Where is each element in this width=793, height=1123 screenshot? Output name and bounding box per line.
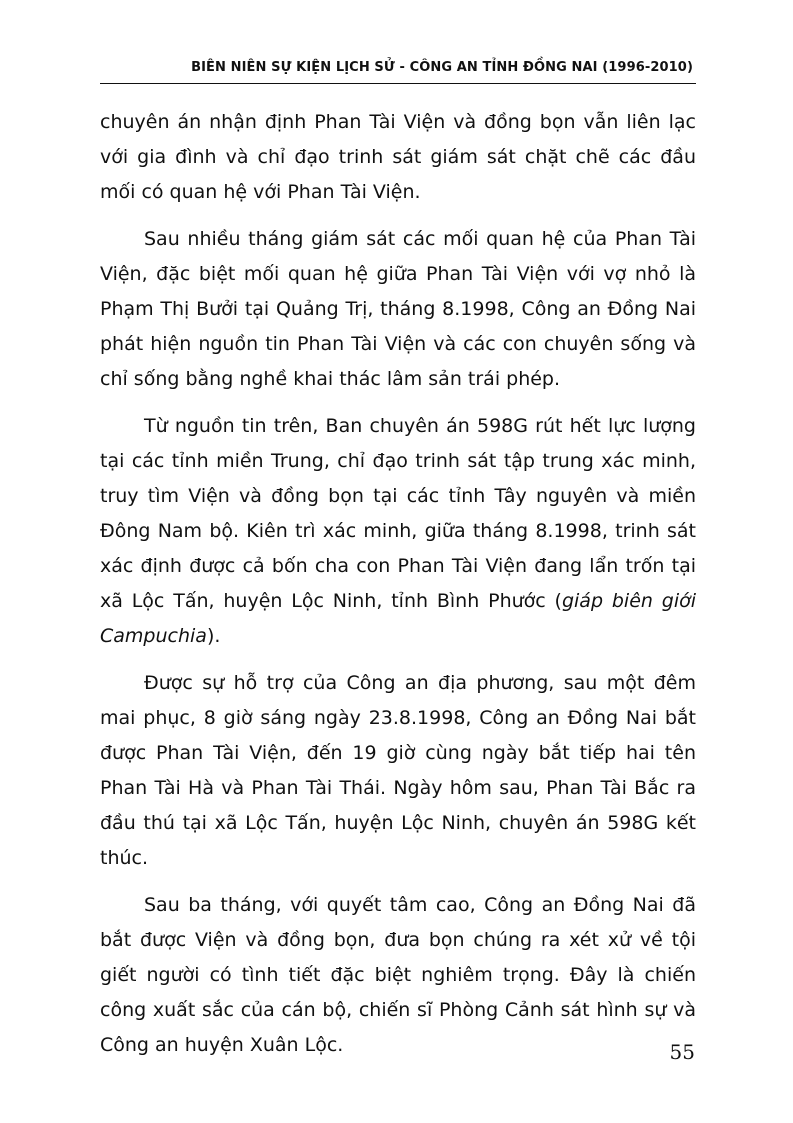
paragraph-3-text-end: ). bbox=[206, 625, 221, 647]
header-rule bbox=[100, 83, 696, 84]
paragraph-1: chuyên án nhận định Phan Tài Viện và đồng bọn vẫn liên lạc với gia đình và chỉ đạo trinh sát giám sát chặt chẽ các đầu mối có quan hệ với Phan Tài Viện. bbox=[100, 111, 696, 203]
body-text bbox=[100, 105, 696, 1075]
running-header-title: BIÊN NIÊN SỰ KIỆN LỊCH SỬ - CÔNG AN TỈNH ĐỒNG NAI (1996-2010) bbox=[191, 60, 693, 75]
paragraph-4: Được sự hỗ trợ của Công an địa phương, sau một đêm mai phục, 8 giờ sáng ngày 23.8.1998, Công an Đồng Nai bắt được Phan Tài Viện, đến 19 giờ cùng ngày bắt tiếp hai tên Phan Tài Hà và Phan Tài Thái. Ngày hôm sau, Phan Tài Bắc ra đầu thú tại xã Lộc Tấn, huyện Lộc Ninh, chuyên án 598G kết thúc. bbox=[100, 672, 696, 869]
paragraph-3-text: Từ nguồn tin trên, Ban chuyên án 598G rút hết lực lượng tại các tỉnh miền Trung, chỉ đạo trinh sát tập trung xác minh, truy tìm Viện và đồng bọn tại các tỉnh Tây nguyên và miền Đông Nam bộ. Kiên trì xác minh, giữa tháng 8.1998, trinh sát xác định được cả bốn cha con Phan Tài Viện đang lẩn trốn tại xã Lộc Tấn, huyện Lộc Ninh, tỉnh Bình Phước ( bbox=[100, 415, 696, 612]
paragraph-5: Sau ba tháng, với quyết tâm cao, Công an Đồng Nai đã bắt được Viện và đồng bọn, đưa bọn chúng ra xét xử về tội giết người có tình tiết đặc biệt nghiêm trọng. Đây là chiến công xuất sắc của cán bộ, chiến sĩ Phòng Cảnh sát hình sự và Công an huyện Xuân Lộc. bbox=[100, 894, 696, 1056]
paragraph-2: Sau nhiều tháng giám sát các mối quan hệ của Phan Tài Viện, đặc biệt mối quan hệ giữa Phan Tài Viện với vợ nhỏ là Phạm Thị Bưởi tại Quảng Trị, tháng 8.1998, Công an Đồng Nai phát hiện nguồn tin Phan Tài Viện và các con chuyên sống và chỉ sống bằng nghề khai thác lâm sản trái phép. bbox=[100, 228, 696, 390]
paragraph-3-italic-note: giáp biên giới Campuchia bbox=[100, 590, 696, 647]
page-number: 55 bbox=[669, 1040, 695, 1064]
paragraph-3 bbox=[100, 409, 696, 654]
